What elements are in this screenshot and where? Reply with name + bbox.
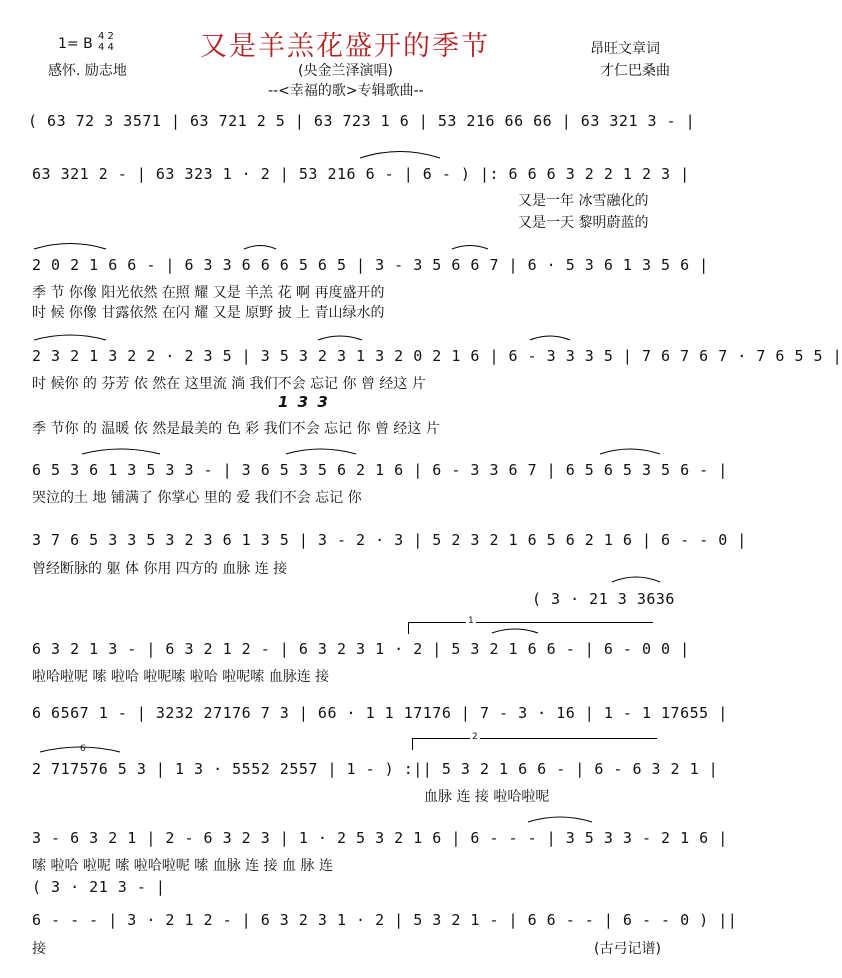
lyrics-row-3-verse-2: 时 候 你像 甘露依然 在闪 耀 又是 原野 披 上 青山绿水的	[32, 305, 385, 321]
lyrics-row-9: 血脉 连 接 啦哈啦呢	[424, 789, 550, 805]
lyrics-row-11: 接	[32, 941, 46, 957]
music-row-11: 6 - - - | 3 · 2 1 2 - | 6 3 2 3 1 · 2 | 5 3 2 1 - | 6 6 - - | 6 - - 0 ) ||	[32, 911, 738, 929]
composer: 才仁巴桑曲	[600, 63, 670, 79]
album-note: --<幸福的歌>专辑歌曲--	[268, 83, 424, 99]
music-row-3: 2 0 2 1 6 6 - | 6 3 3 6 6 6 5 6 5 | 3 - 3 5 6 6 7 | 6 · 5 3 6 1 3 5 6 |	[32, 256, 709, 274]
lyrics-row-7: 啦哈啦呢 嗦 啦哈 啦呢嗦 啦哈 啦呢嗦 血脉连 接	[32, 669, 330, 685]
music-row-5: 6 5 3 6 1 3 5 3 3 - | 3 6 5 3 5 6 2 1 6 | 6 - 3 3 6 7 | 6 5 6 5 3 5 6 - |	[32, 461, 728, 479]
tuplet-number: 6	[80, 744, 86, 754]
lyrics-row-2-verse-2: 又是一天 黎明蔚蓝的	[518, 215, 649, 231]
music-row-10: 3 - 6 3 2 1 | 2 - 6 3 2 3 | 1 · 2 5 3 2 1 6 | 6 - - - | 3 5 3 3 - 2 1 6 |	[32, 829, 728, 847]
music-row-1: ( 63 72 3 3571 | 63 721 2 5 | 63 723 1 6 | 53 216 66 66 | 63 321 3 - |	[28, 112, 696, 130]
music-row-4: 2 3 2 1 3 2 2 · 2 3 5 | 3 5 3 2 3 1 3 2 0 2 1 6 | 6 - 3 3 3 5 | 7 6 7 6 7 · 7 6 5 5 |	[32, 347, 842, 365]
music-row-8: 6 6567 1 - | 3232 27176 7 3 | 66 · 1 1 17176 | 7 - 3 · 16 | 1 - 1 17655 |	[32, 704, 728, 722]
mood-marking: 感怀. 励志地	[48, 63, 127, 79]
coda-pickup: ( 3 · 21 3 3636	[532, 590, 675, 608]
lyrics-row-6: 曾经断脉的 躯 体 你用 四方的 血脉 连 接	[32, 561, 288, 577]
music-row-7: 6 3 2 1 3 - | 6 3 2 1 2 - | 6 3 2 3 1 · 2 | 5 3 2 1 6 6 - | 6 - 0 0 |	[32, 640, 690, 658]
volta-1-number: 1	[468, 616, 474, 626]
lyricist: 昂旺文章词	[590, 41, 660, 57]
lyrics-row-4-verse-1: 时 候你 的 芬芳 依 然在 这里流 淌 我们不会 忘记 你 曾 经这 片	[32, 376, 426, 392]
alternate-notes: 1 3 3	[278, 393, 330, 411]
time-signature-bottom: 4 4	[98, 42, 114, 53]
transcriber-credit: (古弓记谱)	[594, 941, 661, 957]
lyrics-row-4-verse-2: 季 节你 的 温暖 依 然是最美的 色 彩 我们不会 忘记 你 曾 经这 片	[32, 421, 440, 437]
performer: (央金兰泽演唱)	[298, 63, 393, 79]
key-signature: 1= B	[58, 36, 93, 52]
lyrics-row-3-verse-1: 季 节 你像 阳光依然 在照 耀 又是 羊羔 花 啊 再度盛开的	[32, 285, 385, 301]
outro-pickup: ( 3 · 21 3 - |	[32, 878, 166, 896]
time-signature-top: 4 2	[98, 31, 114, 42]
music-row-6: 3 7 6 5 3 3 5 3 2 3 6 1 3 5 | 3 - 2 · 3 | 5 2 3 2 1 6 5 6 2 1 6 | 6 - - 0 |	[32, 531, 747, 549]
music-row-9: 2 717576 5 3 | 1 3 · 5552 2557 | 1 - ) :|| 5 3 2 1 6 6 - | 6 - 6 3 2 1 |	[32, 760, 719, 778]
lyrics-row-10: 嗦 啦哈 啦呢 嗦 啦哈啦呢 嗦 血脉 连 接 血 脉 连	[32, 858, 333, 874]
music-row-2: 63 321 2 - | 63 323 1 · 2 | 53 216 6 - | 6 - ) |: 6 6 6 3 2 2 1 2 3 |	[32, 165, 690, 183]
volta-2-number: 2	[472, 732, 478, 742]
lyrics-row-5: 哭泣的土 地 铺满了 你掌心 里的 爱 我们不会 忘记 你	[32, 490, 362, 506]
lyrics-row-2-verse-1: 又是一年 冰雪融化的	[518, 193, 649, 209]
song-title: 又是羊羔花盛开的季节	[200, 31, 490, 62]
